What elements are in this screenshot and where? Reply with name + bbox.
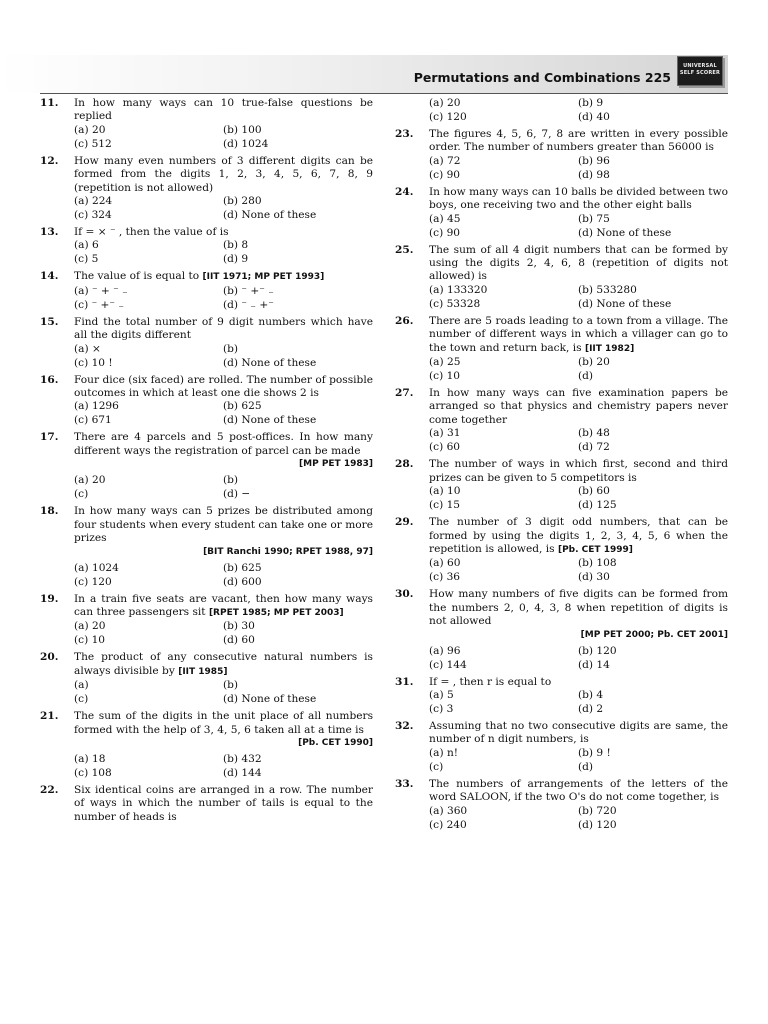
option: (b) bbox=[223, 342, 239, 355]
option: (c) 324 bbox=[74, 209, 112, 222]
question-text: Four dice (six faced) are rolled. The number of possible outcomes in which at least one die shows 2 is bbox=[74, 373, 373, 400]
option: (d) None of these bbox=[223, 414, 317, 427]
option: (b) 625 bbox=[223, 400, 262, 413]
options-grid bbox=[74, 343, 373, 371]
question-number: 21. bbox=[40, 710, 59, 723]
page-title: Permutations and Combinations 225 bbox=[413, 70, 671, 85]
q22-options bbox=[395, 97, 728, 125]
option: (a) 360 bbox=[429, 804, 468, 817]
option: (d) None of these bbox=[223, 209, 317, 222]
question-number: 17. bbox=[40, 431, 59, 444]
question-text: The value of is equal to [IIT 1971; MP PET 1993] bbox=[74, 270, 325, 283]
question-number: 15. bbox=[40, 315, 59, 328]
option: (d) 98 bbox=[578, 168, 610, 181]
option: (d) 600 bbox=[223, 575, 262, 588]
question-number: 12. bbox=[40, 154, 59, 167]
option: (c) bbox=[429, 760, 444, 773]
options-grid bbox=[74, 195, 373, 223]
option: (c) 10 ! bbox=[74, 356, 113, 369]
question-13 bbox=[40, 226, 373, 267]
option: (d) None of these bbox=[223, 693, 317, 706]
question-text: The numbers of arrangements of the letters of the word SALOON, if the two O's do not come together, is bbox=[429, 777, 728, 804]
question-text: The sum of the digits in the unit place of all numbers formed with the help of 3, 4, 5, 6 taken all at a time is bbox=[74, 710, 373, 736]
question-number: 18. bbox=[40, 505, 59, 518]
option: (d) None of these bbox=[223, 356, 317, 369]
options-grid bbox=[429, 356, 728, 384]
option: (c) 90 bbox=[429, 226, 461, 239]
question-text: In how many ways can five examination papers be arranged so that physics and chemistry papers never come together bbox=[429, 387, 728, 426]
question-text: In how many ways can 10 true-false questions be replied bbox=[74, 97, 373, 123]
question-number: 20. bbox=[40, 651, 59, 664]
source-citation: [IIT 1985] bbox=[178, 666, 228, 677]
options-grid bbox=[74, 753, 373, 781]
option: (a) ⁻ + ⁻ ₋ bbox=[74, 284, 128, 297]
question-number: 26. bbox=[395, 314, 414, 327]
option: (d) ⁻ ₋ +⁻ bbox=[223, 298, 274, 311]
option: (d) 60 bbox=[223, 634, 255, 647]
publisher-logo: UNIVERSAL SELF SCORER bbox=[677, 56, 723, 86]
question-text: The figures 4, 5, 6, 7, 8 are written in every possible order. The number of numbers greater than 56000 is bbox=[429, 128, 728, 154]
question-text: The product of any consecutive natural numbers is always divisible by [IIT 1985] bbox=[74, 651, 373, 677]
question-30 bbox=[395, 588, 728, 672]
question-33 bbox=[395, 778, 728, 833]
option: (b) ⁻ +⁻ ₋ bbox=[223, 284, 274, 297]
option: (b) 30 bbox=[223, 620, 255, 633]
option: (d) 2 bbox=[578, 702, 604, 715]
option: (b) 75 bbox=[578, 212, 610, 225]
options-grid bbox=[74, 285, 373, 313]
question-text: If = , then r is equal to bbox=[429, 675, 552, 688]
option: (c) ⁻ +⁻ ₋ bbox=[74, 298, 124, 311]
option: (d) 125 bbox=[578, 499, 617, 512]
question-17 bbox=[40, 431, 373, 502]
option: (a) 5 bbox=[429, 688, 454, 701]
source-citation: [Pb. CET 1999] bbox=[557, 544, 633, 555]
option: (d) 120 bbox=[578, 818, 617, 831]
spacer bbox=[395, 833, 728, 836]
question-number: 19. bbox=[40, 592, 59, 605]
option: (d) None of these bbox=[578, 297, 672, 310]
option: (c) 120 bbox=[74, 575, 112, 588]
option: (d) 30 bbox=[578, 571, 610, 584]
question-number: 24. bbox=[395, 185, 414, 198]
question-text: Assuming that no two consecutive digits are same, the number of n digit numbers, is bbox=[429, 719, 728, 746]
options-grid bbox=[74, 679, 373, 707]
options-grid bbox=[429, 689, 728, 717]
question-number: 11. bbox=[40, 97, 59, 109]
option: (b) 720 bbox=[578, 804, 617, 817]
question-text: There are 5 roads leading to a town from a village. The number of different ways in which a villager can go to the town and return back, is [IIT 1982] bbox=[429, 314, 728, 354]
option: (a) × bbox=[74, 342, 101, 355]
left-column bbox=[40, 97, 373, 827]
question-text: Six identical coins are arranged in a row. The number of ways in which the number of tails is equal to the number of heads is bbox=[74, 783, 373, 823]
right-column bbox=[395, 97, 728, 836]
option: (c) bbox=[74, 693, 89, 706]
option: (a) 6 bbox=[74, 239, 99, 252]
question-24 bbox=[395, 186, 728, 241]
option: (a) 20 bbox=[74, 620, 106, 633]
option: (d) bbox=[578, 760, 594, 773]
option: (a) 96 bbox=[429, 644, 461, 657]
options-grid bbox=[429, 284, 728, 312]
question-number: 27. bbox=[395, 387, 414, 400]
options-grid bbox=[74, 239, 373, 267]
question-text: There are 4 parcels and 5 post-offices. In how many different ways the registration of parcel can be made bbox=[74, 431, 373, 457]
question-32 bbox=[395, 720, 728, 775]
option: (c) 10 bbox=[74, 634, 106, 647]
question-text: How many numbers of five digits can be formed from the numbers 2, 0, 4, 3, 8 when repetition of digits is not allowed bbox=[429, 588, 728, 628]
option: (a) 20 bbox=[74, 474, 106, 487]
option: (d) − bbox=[223, 488, 251, 501]
option: (c) 108 bbox=[74, 766, 112, 779]
option: (c) 5 bbox=[74, 253, 99, 266]
question-text: If = × ⁻ , then the value of is bbox=[74, 226, 229, 239]
question-text: How many even numbers of 3 different digits can be formed from the digits 1, 2, 3, 4, 5, 6, 7, 8, 9 (repetition is not allowed) bbox=[74, 154, 373, 194]
options-grid bbox=[429, 747, 728, 775]
question-number: 14. bbox=[40, 270, 59, 283]
options-grid bbox=[429, 485, 728, 513]
spacer bbox=[40, 824, 373, 827]
question-text: In how many ways can 5 prizes be distributed among four students when every student can take one or more prizes bbox=[74, 505, 373, 545]
question-number: 22. bbox=[40, 783, 59, 796]
question-number: 31. bbox=[395, 675, 414, 688]
question-number: 33. bbox=[395, 777, 414, 790]
question-27 bbox=[395, 387, 728, 455]
question-20 bbox=[40, 651, 373, 707]
option: (a) 20 bbox=[74, 123, 106, 136]
question-number: 28. bbox=[395, 458, 414, 471]
option: (b) 432 bbox=[223, 752, 262, 765]
question-19 bbox=[40, 593, 373, 649]
source-citation: [IIT 1982] bbox=[584, 343, 635, 354]
question-number: 16. bbox=[40, 373, 59, 386]
option: (b) 280 bbox=[223, 195, 262, 208]
options-grid bbox=[429, 155, 728, 183]
question-15 bbox=[40, 316, 373, 371]
option: (b) 533280 bbox=[578, 283, 637, 296]
question-number: 25. bbox=[395, 243, 414, 256]
source-citation: [RPET 1985; MP PET 2003] bbox=[208, 607, 344, 618]
option: (a) 72 bbox=[429, 154, 461, 167]
question-16 bbox=[40, 374, 373, 429]
question-31 bbox=[395, 676, 728, 717]
option: (c) 90 bbox=[429, 168, 461, 181]
option: (d) 40 bbox=[578, 111, 610, 123]
question-28 bbox=[395, 458, 728, 513]
option: (a) 1024 bbox=[74, 561, 119, 574]
option: (c) 60 bbox=[429, 441, 461, 454]
option: (c) 240 bbox=[429, 818, 467, 831]
option: (a) 60 bbox=[429, 557, 461, 570]
option: (d) 72 bbox=[578, 441, 610, 454]
source-citation: [MP PET 2000; Pb. CET 2001] bbox=[580, 629, 728, 640]
source-citation: [IIT 1971; MP PET 1993] bbox=[202, 272, 325, 283]
question-number: 29. bbox=[395, 516, 414, 529]
option: (c) 120 bbox=[429, 111, 467, 123]
option: (d) 1024 bbox=[223, 137, 269, 150]
question-21 bbox=[40, 710, 373, 781]
source-citation: [MP PET 1983] bbox=[299, 459, 373, 470]
option: (c) 671 bbox=[74, 414, 112, 427]
option: (a) 224 bbox=[74, 195, 113, 208]
option: (c) 15 bbox=[429, 499, 461, 512]
question-23 bbox=[395, 128, 728, 183]
option: (b) 48 bbox=[578, 427, 610, 440]
question-14 bbox=[40, 270, 373, 312]
option: (a) bbox=[74, 679, 89, 692]
option: (b) 108 bbox=[578, 557, 617, 570]
question-29 bbox=[395, 516, 728, 585]
question-text: In a train five seats are vacant, then how many ways can three passengers sit [RPET 1985; MP PET 2003] bbox=[74, 592, 373, 618]
option: (b) bbox=[223, 474, 239, 487]
option: (b) 96 bbox=[578, 154, 610, 167]
option: (b) bbox=[223, 679, 239, 692]
options-grid bbox=[429, 557, 728, 585]
option: (a) n! bbox=[429, 746, 459, 759]
options-grid bbox=[74, 124, 373, 152]
option: (a) 1296 bbox=[74, 400, 119, 413]
question-25 bbox=[395, 244, 728, 312]
option: (a) 133320 bbox=[429, 283, 488, 296]
question-number: 23. bbox=[395, 128, 414, 140]
question-18 bbox=[40, 505, 373, 589]
option: (d) 144 bbox=[223, 766, 262, 779]
options-grid bbox=[429, 427, 728, 455]
question-text: The sum of all 4 digit numbers that can be formed by using the digits 2, 4, 6, 8 (repetition of digits not allowed) is bbox=[429, 243, 728, 283]
option: (a) 31 bbox=[429, 427, 461, 440]
option: (b) 60 bbox=[578, 485, 610, 498]
option: (c) 53328 bbox=[429, 297, 481, 310]
question-text: The number of 3 digit odd numbers, that can be formed by using the digits 1, 2, 3, 4, 5, 6 when the repetition is allowed, is [Pb. CET 1999] bbox=[429, 516, 728, 555]
options-grid bbox=[74, 400, 373, 428]
options-grid bbox=[74, 562, 373, 590]
option: (b) 625 bbox=[223, 561, 262, 574]
option: (c) 3 bbox=[429, 702, 454, 715]
header-rule bbox=[40, 93, 728, 94]
option: (b) 9 ! bbox=[578, 746, 611, 759]
source-citation: [Pb. CET 1990] bbox=[298, 737, 373, 748]
option: (b) 100 bbox=[223, 123, 262, 136]
question-22 bbox=[40, 784, 373, 824]
question-number: 30. bbox=[395, 588, 414, 601]
option: (d) 9 bbox=[223, 253, 249, 266]
option: (c) 36 bbox=[429, 571, 461, 584]
options-grid bbox=[429, 645, 728, 673]
question-number: 32. bbox=[395, 719, 414, 732]
option: (c) 144 bbox=[429, 658, 467, 671]
option: (d) None of these bbox=[578, 226, 672, 239]
question-11 bbox=[40, 97, 373, 152]
option: (b) 20 bbox=[578, 356, 610, 369]
question-text: In how many ways can 10 balls be divided between two boys, one receiving two and the other eight balls bbox=[429, 185, 728, 212]
source-citation: [BIT Ranchi 1990; RPET 1988, 97] bbox=[203, 546, 373, 557]
option: (c) 512 bbox=[74, 137, 112, 150]
options-grid bbox=[74, 474, 373, 502]
option: (b) 120 bbox=[578, 644, 617, 657]
option: (b) 9 bbox=[578, 97, 604, 109]
question-26 bbox=[395, 315, 728, 384]
option: (a) 45 bbox=[429, 212, 461, 225]
option: (c) 10 bbox=[429, 370, 461, 383]
option: (a) 25 bbox=[429, 356, 461, 369]
options-grid bbox=[429, 213, 728, 241]
option: (b) 4 bbox=[578, 688, 604, 701]
question-12 bbox=[40, 155, 373, 223]
options-grid bbox=[74, 620, 373, 648]
question-number: 13. bbox=[40, 226, 59, 239]
option: (d) bbox=[578, 370, 594, 383]
question-text: Find the total number of 9 digit numbers which have all the digits different bbox=[74, 315, 373, 342]
option: (c) bbox=[74, 488, 89, 501]
option: (d) 14 bbox=[578, 658, 610, 671]
options-grid bbox=[429, 805, 728, 833]
option: (a) 18 bbox=[74, 752, 106, 765]
option: (a) 20 bbox=[429, 97, 461, 109]
question-text: The number of ways in which first, second and third prizes can be given to 5 competitors is bbox=[429, 458, 728, 484]
option: (a) 10 bbox=[429, 485, 461, 498]
option: (b) 8 bbox=[223, 239, 249, 252]
